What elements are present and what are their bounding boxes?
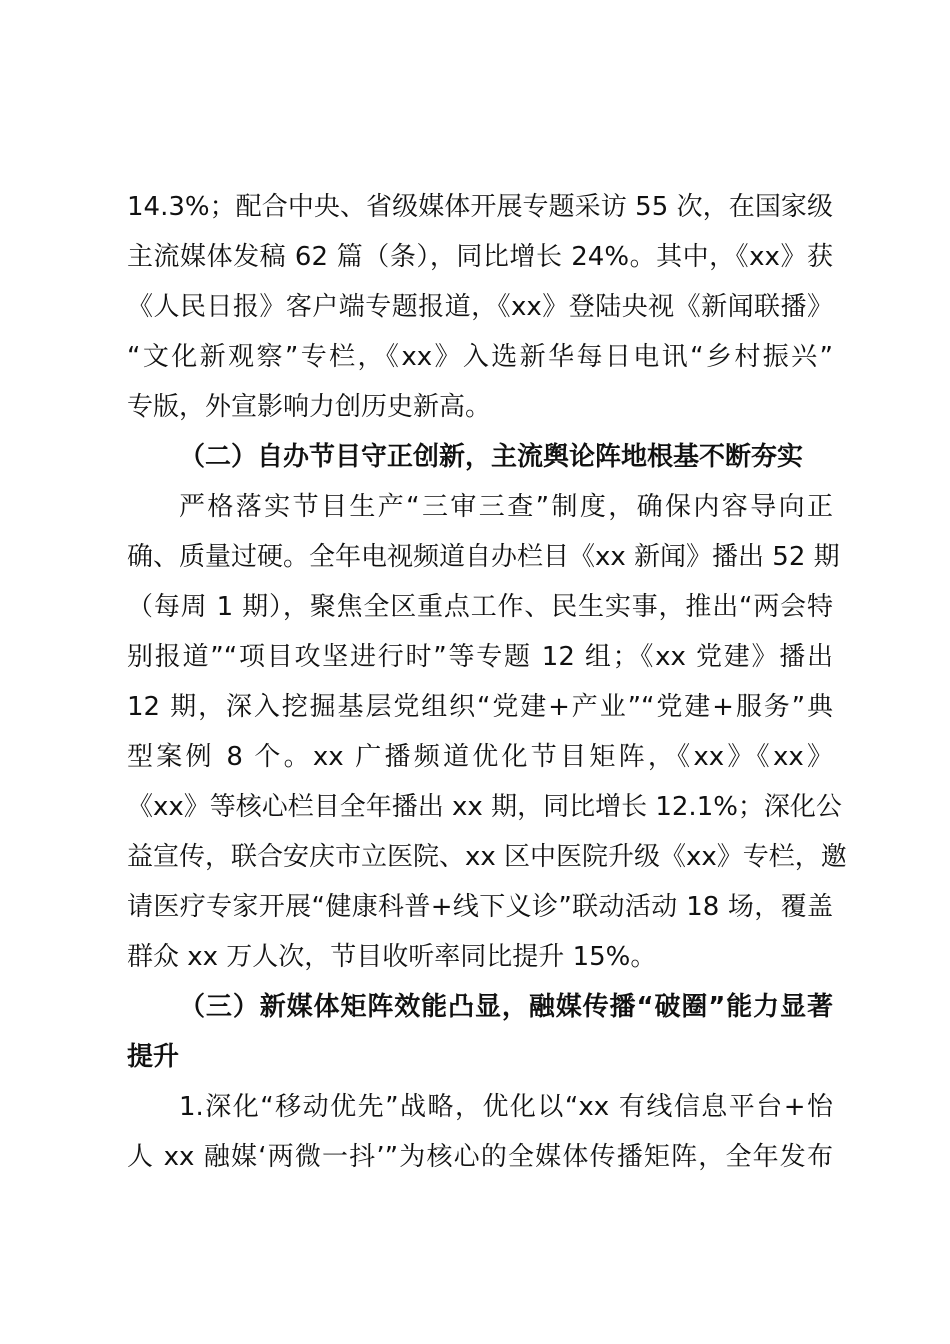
text-line: 确、质量过硬。全年电视频道自办栏目《xx 新闻》播出 52 期 bbox=[127, 542, 840, 572]
paragraph-new-media-matrix bbox=[127, 1082, 833, 1182]
text-line: 《xx》等核心栏目全年播出 xx 期，同比增长 12.1%；深化公 bbox=[127, 792, 842, 822]
section-heading-3 bbox=[127, 982, 833, 1082]
text-line: 益宣传，联合安庆市立医院、xx 区中医院升级《xx》专栏，邀 bbox=[127, 842, 847, 872]
text-line: 别报道”“项目攻坚进行时”等专题 12 组；《xx 党建》播出 bbox=[127, 642, 833, 672]
section-heading-2 bbox=[127, 432, 833, 482]
text-line: （每周 1 期），聚焦全区重点工作、民生实事，推出“两会特 bbox=[127, 592, 833, 622]
text-line: 型案例 8 个。xx 广播频道优化节目矩阵，《xx》《xx》 bbox=[127, 742, 833, 772]
heading-line: （三）新媒体矩阵效能凸显，融媒传播“破圈”能力显著 bbox=[179, 992, 833, 1022]
text-line: 《人民日报》客户端专题报道，《xx》登陆央视《新闻联播》 bbox=[127, 292, 833, 322]
text-line: 12 期，深入挖掘基层党组织“党建+产业”“党建+服务”典 bbox=[127, 692, 833, 722]
text-line: 人 xx 融媒‘两微一抖’”为核心的全媒体传播矩阵，全年发布 bbox=[127, 1142, 833, 1172]
paragraph-self-produced-programs bbox=[127, 482, 847, 982]
paragraph-media-coverage bbox=[127, 182, 833, 432]
heading-line: （二）自办节目守正创新，主流舆论阵地根基不断夯实 bbox=[179, 442, 804, 472]
text-line: 1.深化“移动优先”战略，优化以“xx 有线信息平台+怡 bbox=[179, 1092, 833, 1122]
text-line: 14.3%；配合中央、省级媒体开展专题采访 55 次，在国家级 bbox=[127, 192, 833, 222]
document-body bbox=[127, 182, 847, 1182]
text-line: 专版，外宣影响力创历史新高。 bbox=[127, 392, 492, 422]
text-line: 严格落实节目生产“三审三查”制度，确保内容导向正 bbox=[179, 492, 833, 522]
text-line: 主流媒体发稿 62 篇（条），同比增长 24%。其中，《xx》获 bbox=[127, 242, 833, 272]
heading-line: 提升 bbox=[127, 1042, 180, 1072]
text-line: 请医疗专家开展“健康科普+线下义诊”联动活动 18 场，覆盖 bbox=[127, 892, 833, 922]
text-line: 群众 xx 万人次，节目收听率同比提升 15%。 bbox=[127, 942, 657, 972]
text-line: “文化新观察”专栏，《xx》入选新华每日电讯“乡村振兴” bbox=[127, 342, 833, 372]
